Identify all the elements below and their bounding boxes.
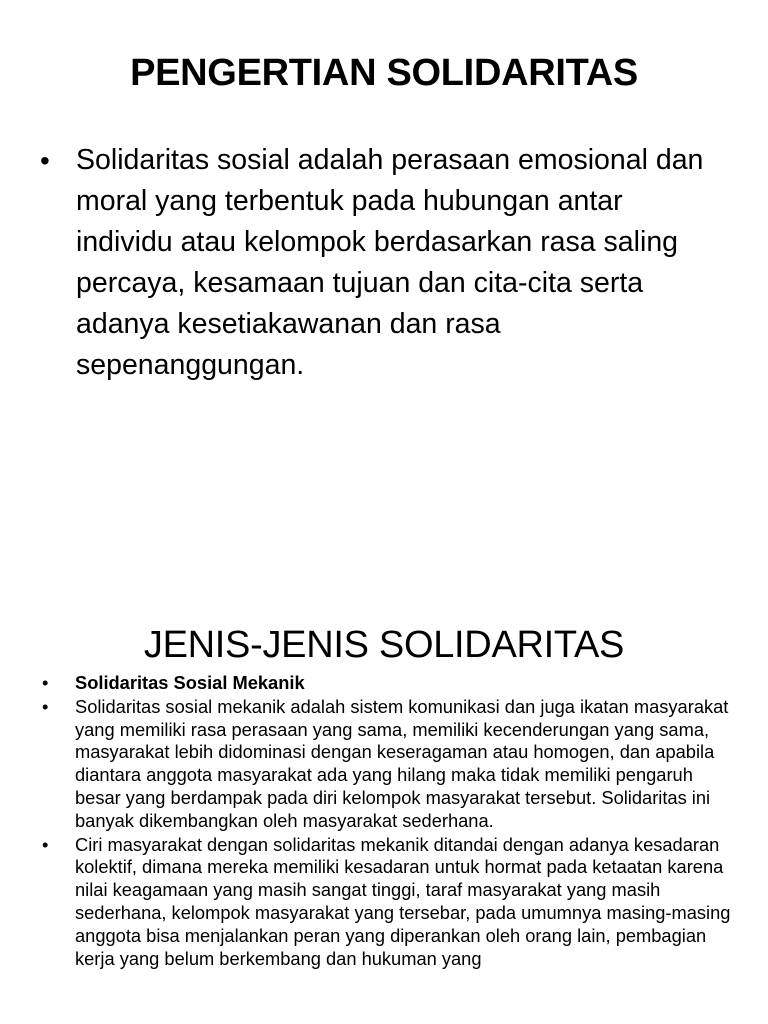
bullet-heading: Solidaritas Sosial Mekanik	[75, 672, 305, 693]
bullet-list	[42, 672, 732, 971]
bullet-text: Solidaritas sosial adalah perasaan emosional dan moral yang terbentuk pada hubungan antar individu atau kelompok berdasarkan rasa saling percaya, kesamaan tujuan dan cita-cita serta adanya kesetiakawanan dan rasa sepenanggungan.	[76, 144, 704, 381]
slide-title: JENIS-JENIS SOLIDARITAS	[143, 624, 625, 666]
bullet-item	[40, 140, 720, 386]
bullet-marker: •	[42, 672, 49, 693]
slide-types	[0, 576, 768, 1024]
bullet-marker: •	[40, 145, 50, 176]
bullet-text: Solidaritas sosial mekanik adalah sistem komunikasi dan juga ikatan masyarakat yang memiliki rasa perasaan yang sama, memiliki kecenderungan yang sama, masyarakat lebih didominasi dengan keseragaman atau homogen, dan apabila diantara anggota masyarakat ada yang hilang maka tidak memiliki pengaruh besar yang berdampak pada diri kelompok masyarakat tersebut. Solidaritas ini banyak dikembangkan oleh masyarakat sederhana.	[75, 695, 729, 831]
bullet-marker: •	[42, 695, 49, 717]
bullet-item	[42, 696, 732, 833]
bullet-marker: •	[42, 833, 49, 855]
slide-title: PENGERTIAN SOLIDARITAS	[130, 52, 638, 94]
bullet-item	[42, 672, 732, 695]
bullet-text: Ciri masyarakat dengan solidaritas mekanik ditandai dengan adanya kesadaran kolektif, dimana mereka memiliki kesadaran untuk hormat pada ketaatan karena nilai keagamaan yang masih sangat tinggi, taraf masyarakat yang masih sederhana, kelompok masyarakat yang tersebar, pada umumnya masing-masing anggota bisa menjalankan peran yang diperankan oleh orang lain, pembagian kerja yang belum berkembang dan hukuman yang	[75, 833, 731, 969]
bullet-item	[42, 834, 732, 971]
